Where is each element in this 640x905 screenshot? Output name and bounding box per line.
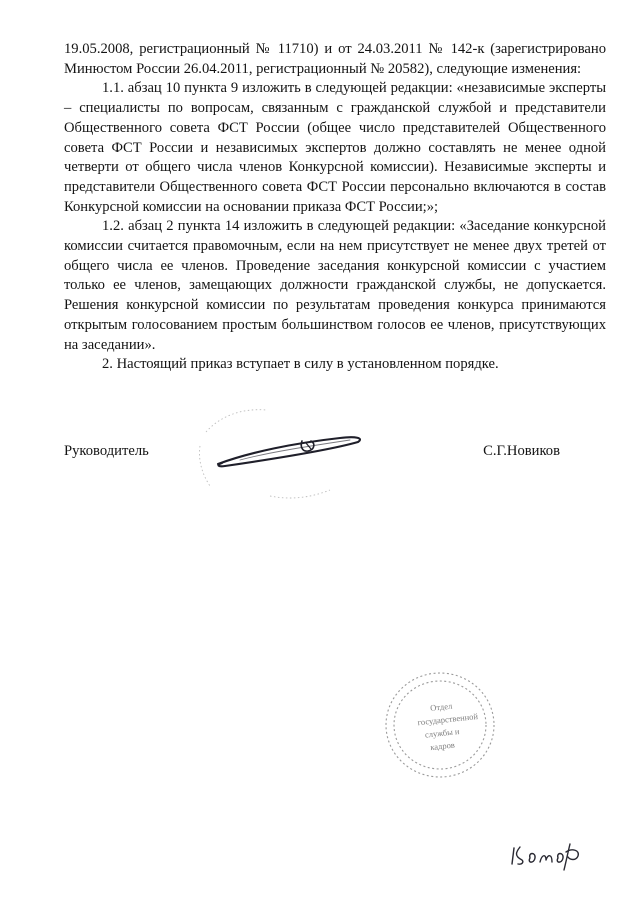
handwritten-initials: [508, 838, 588, 872]
official-stamp: [380, 665, 505, 785]
stamp-line-1: Отдел: [429, 700, 453, 713]
paragraph-intro: 19.05.2008, регистрационный № 11710) и от 24.03.2011 № 142-к (зарегистрировано Минюстом России 26.04.2011, регистрационный № 20582), следующие изменения:: [64, 41, 606, 77]
paragraph-item-1-2: 1.2. абзац 2 пункта 14 изложить в следующей редакции: «Заседание конкурсной комиссии считается правомочным, если на нем присутствует не менее двух третей от общего числа ее членов. Проведение заседания конкурсной комиссии с участием только ее членов, замещающих должности гражданской службы, не допускается. Решения конкурсной комиссии по результатам проведения конкурса принимаются открытым голосованием простым большинством голосов ее членов, присутствующих на заседании».: [64, 218, 606, 353]
stamp-line-3: службы и: [424, 726, 460, 740]
signatory-name: С.Г.Новиков: [483, 443, 560, 459]
stamp-line-4: кадров: [429, 739, 456, 753]
signature-block: [64, 443, 606, 467]
signatory-position: Руководитель: [64, 443, 149, 459]
paragraph-item-2: 2. Настоящий приказ вступает в силу в установленном порядке.: [102, 356, 499, 373]
document-body: [64, 40, 606, 375]
stamp-line-2: государственной: [417, 711, 479, 728]
paragraph-item-1-1: 1.1. абзац 10 пункта 9 изложить в следующей редакции: «независимые эксперты – специалисты по вопросам, связанным с гражданской службой и представители Общественного совета ФСТ России (общее число представителей Общественного совета ФСТ России и независимых экспертов должно составлять не менее одной четверти от общего числа членов Конкурсной комиссии). Независимые эксперты и представители Общественного совета ФСТ России персонально включаются в состав Конкурсной комиссии на основании приказа ФСТ России;»;: [64, 80, 606, 215]
